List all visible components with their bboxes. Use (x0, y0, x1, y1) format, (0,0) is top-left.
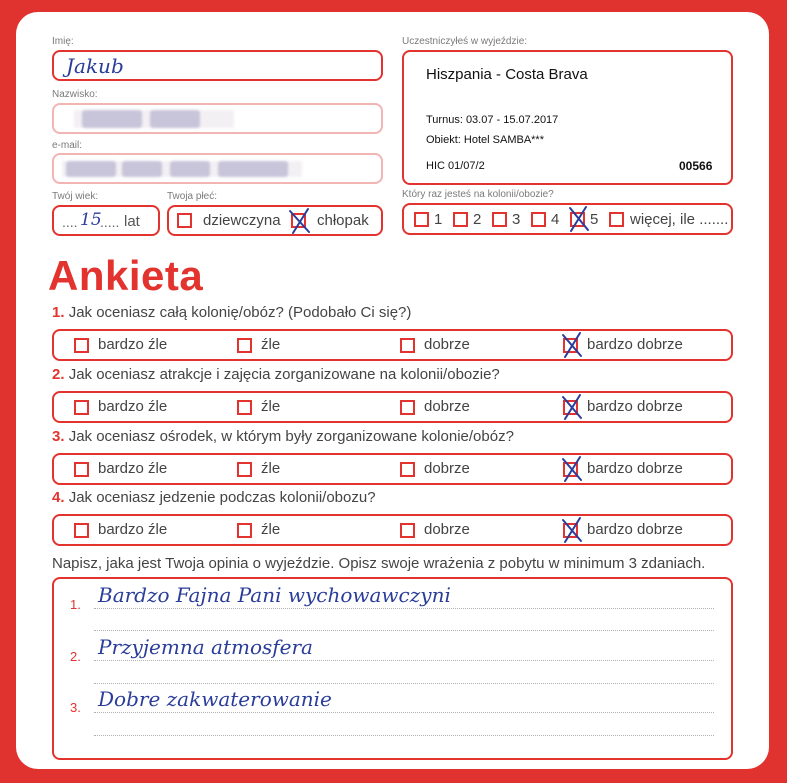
times-option-3: 3 (512, 211, 521, 228)
trip-obiekt: Obiekt: Hotel SAMBA*** (426, 134, 544, 146)
times-checkbox-1[interactable] (414, 212, 429, 227)
opinion-text-2: Przyjemna atmosfera (98, 635, 313, 659)
age-value: 15 (80, 210, 102, 230)
answer-option-label: dobrze (424, 398, 470, 415)
opinion-line-4 (94, 683, 714, 684)
surname-label: Nazwisko: (52, 89, 98, 100)
opinion-box[interactable] (52, 577, 733, 760)
gender-checkbox-girl[interactable] (177, 213, 192, 228)
email-redacted (62, 161, 302, 177)
question-3 (52, 428, 514, 445)
age-dots-right: ..... (100, 214, 120, 230)
opinion-text-3: Dobre zakwaterowanie (98, 687, 332, 711)
answer-row-3 (52, 453, 733, 485)
answer-option-label: źle (261, 336, 281, 353)
name-value: Jakub (66, 54, 124, 78)
answer-row-1 (52, 329, 733, 361)
times-checkbox-3[interactable] (492, 212, 507, 227)
trip-turnus: Turnus: 03.07 - 15.07.2017 (426, 114, 559, 126)
trip-number: 00566 (679, 159, 713, 173)
times-checkbox-2[interactable] (453, 212, 468, 227)
times-option-4: 4 (551, 211, 560, 228)
answer-option-label: bardzo źle (98, 336, 168, 353)
question-1 (52, 304, 411, 321)
times-checkbox-5[interactable] (570, 212, 585, 227)
answer-option-label: dobrze (424, 521, 470, 538)
opinion-text-1: Bardzo Fajna Pani wychowawczyni (98, 583, 451, 607)
opinion-number-2: 2. (70, 649, 81, 664)
question-number: 3. (52, 428, 65, 445)
answer-option-label: bardzo źle (98, 521, 168, 538)
age-unit: lat (124, 213, 140, 230)
answer-checkbox-4-3[interactable] (400, 523, 415, 538)
answer-checkbox-2-4[interactable] (563, 400, 578, 415)
answer-checkbox-4-2[interactable] (237, 523, 252, 538)
question-number: 1. (52, 304, 65, 321)
answer-option-label: bardzo źle (98, 398, 168, 415)
email-field[interactable] (52, 153, 383, 184)
question-text: Jak oceniasz całą kolonię/obóz? (Podobało Ci się?) (68, 304, 412, 321)
gender-option-girl: dziewczyna (203, 212, 281, 229)
times-option-1: 1 (434, 211, 443, 228)
trip-destination: Hiszpania - Costa Brava (426, 66, 588, 83)
question-4 (52, 489, 376, 506)
question-number: 4. (52, 489, 65, 506)
answer-checkbox-4-4[interactable] (563, 523, 578, 538)
question-text: Jak oceniasz ośrodek, w którym były zorganizowane kolonie/obóz? (68, 428, 514, 445)
answer-option-label: bardzo dobrze (587, 460, 683, 477)
question-text: Jak oceniasz jedzenie podczas kolonii/obozu? (68, 489, 376, 506)
email-label: e-mail: (52, 140, 83, 151)
gender-field (167, 205, 383, 236)
answer-checkbox-2-1[interactable] (74, 400, 89, 415)
answer-option-label: źle (261, 521, 281, 538)
answer-checkbox-2-2[interactable] (237, 400, 252, 415)
question-number: 2. (52, 366, 65, 383)
trip-label: Uczestniczyłeś w wyjeździe: (402, 36, 528, 47)
answer-checkbox-1-2[interactable] (237, 338, 252, 353)
times-option-5: 5 (590, 211, 599, 228)
trip-info-box (402, 50, 733, 185)
question-text: Jak oceniasz atrakcje i zajęcia zorganizowane na kolonii/obozie? (68, 366, 500, 383)
answer-option-label: bardzo źle (98, 460, 168, 477)
answer-option-label: dobrze (424, 336, 470, 353)
answer-option-label: bardzo dobrze (587, 398, 683, 415)
name-field[interactable] (52, 50, 383, 81)
answer-option-label: bardzo dobrze (587, 521, 683, 538)
age-label: Twój wiek: (52, 191, 99, 202)
survey-title: Ankieta (48, 252, 204, 299)
times-label: Który raz jesteś na kolonii/obozie? (402, 189, 554, 200)
opinion-number-3: 3. (70, 700, 81, 715)
question-2 (52, 366, 500, 383)
opinion-line-2 (94, 630, 714, 631)
answer-checkbox-1-4[interactable] (563, 338, 578, 353)
opinion-line-6 (94, 735, 714, 736)
opinion-line-5 (94, 712, 714, 713)
surname-field[interactable] (52, 103, 383, 134)
opinion-line-1 (94, 608, 714, 609)
age-field[interactable] (52, 205, 160, 236)
answer-option-label: źle (261, 398, 281, 415)
answer-checkbox-3-4[interactable] (563, 462, 578, 477)
answer-checkbox-1-1[interactable] (74, 338, 89, 353)
answer-checkbox-3-3[interactable] (400, 462, 415, 477)
answer-checkbox-4-1[interactable] (74, 523, 89, 538)
opinion-number-1: 1. (70, 597, 81, 612)
opinion-prompt: Napisz, jaka jest Twoja opinia o wyjeździe. Opisz swoje wrażenia z pobytu w minimum 3 zdaniach. (52, 555, 706, 572)
times-checkbox-more[interactable] (609, 212, 624, 227)
answer-row-2 (52, 391, 733, 423)
answer-checkbox-1-3[interactable] (400, 338, 415, 353)
answer-option-label: dobrze (424, 460, 470, 477)
opinion-line-3 (94, 660, 714, 661)
answer-option-label: źle (261, 460, 281, 477)
times-checkbox-4[interactable] (531, 212, 546, 227)
gender-option-boy: chłopak (317, 212, 369, 229)
times-option-2: 2 (473, 211, 482, 228)
age-dots-left: .... (62, 214, 78, 230)
surname-redacted (74, 110, 234, 128)
answer-checkbox-3-1[interactable] (74, 462, 89, 477)
gender-label: Twoja płeć: (167, 191, 218, 202)
answer-row-4 (52, 514, 733, 546)
name-label: Imię: (52, 36, 74, 47)
times-field (402, 203, 733, 235)
gender-checkbox-boy[interactable] (291, 213, 306, 228)
times-option-more: więcej, ile ....... (630, 211, 729, 228)
survey-form-sheet (16, 12, 769, 769)
answer-checkbox-3-2[interactable] (237, 462, 252, 477)
answer-checkbox-2-3[interactable] (400, 400, 415, 415)
trip-code: HIC 01/07/2 (426, 160, 485, 172)
answer-option-label: bardzo dobrze (587, 336, 683, 353)
